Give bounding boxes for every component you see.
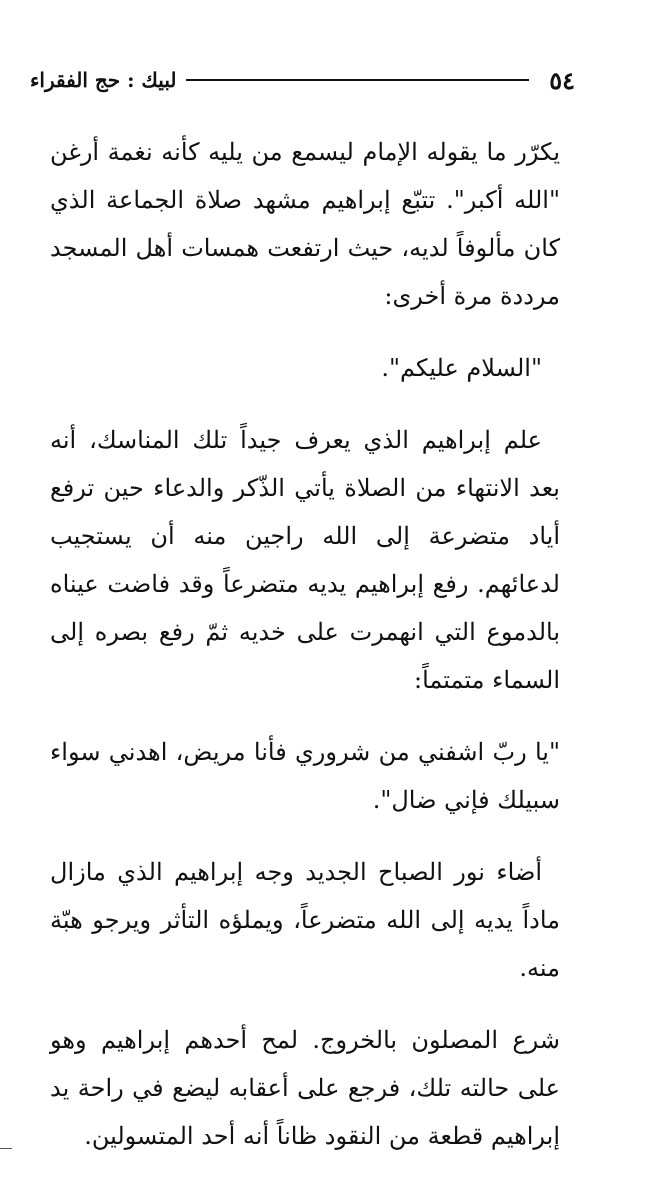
paragraph-6: شرع المصلون بالخروج. لمح أحدهم إبراهيم وهو على حالته تلك، فرجع على أعقابه ليضع في راحة يد إبراهيم قطعة من النقود ظاناً أنه أحد المتسولين.: [50, 1026, 560, 1150]
page-number: ٥٤: [549, 65, 575, 95]
paragraph-5: أضاء نور الصباح الجديد وجه إبراهيم الذي مازال ماداً يديه إلى الله متضرعاً، ويملؤه التأثر ويرجو هبّة منه.: [50, 858, 560, 982]
paragraph-4-quote: "يا ربّ اشفني من شروري فأنا مريض، اهدني سواء سبيلك فإني ضال".: [50, 738, 560, 814]
running-title: لبيك : حج الفقراء: [30, 68, 177, 92]
header-rule: [186, 79, 529, 81]
paragraph-1: يكرّر ما يقوله الإمام ليسمع من يليه كأنه نغمة أرغن "الله أكبر". تتبّع إبراهيم مشهد صلاة الجماعة الذي كان مألوفاً لديه، حيث ارتفعت همسات أهل المسجد مرددة مرة أخرى:: [50, 138, 561, 310]
paragraph-3: علم إبراهيم الذي يعرف جيداً تلك المناسك، أنه بعد الانتهاء من الصلاة يأتي الذّكر والدعاء حين ترفع أياد متضرعة إلى الله راجين منه أن يستجيب لدعائهم. رفع إبراهيم يديه متضرعاً وقد فاضت عيناه بالدموع التي انهمرت على خديه ثمّ رفع بصره إلى السماء متمتماً:: [50, 426, 560, 694]
body-text: [50, 128, 560, 1184]
page-edge-mark: [0, 1148, 12, 1149]
paragraph-2-quote: "السلام عليكم".: [381, 354, 542, 382]
page-header: [30, 62, 575, 98]
